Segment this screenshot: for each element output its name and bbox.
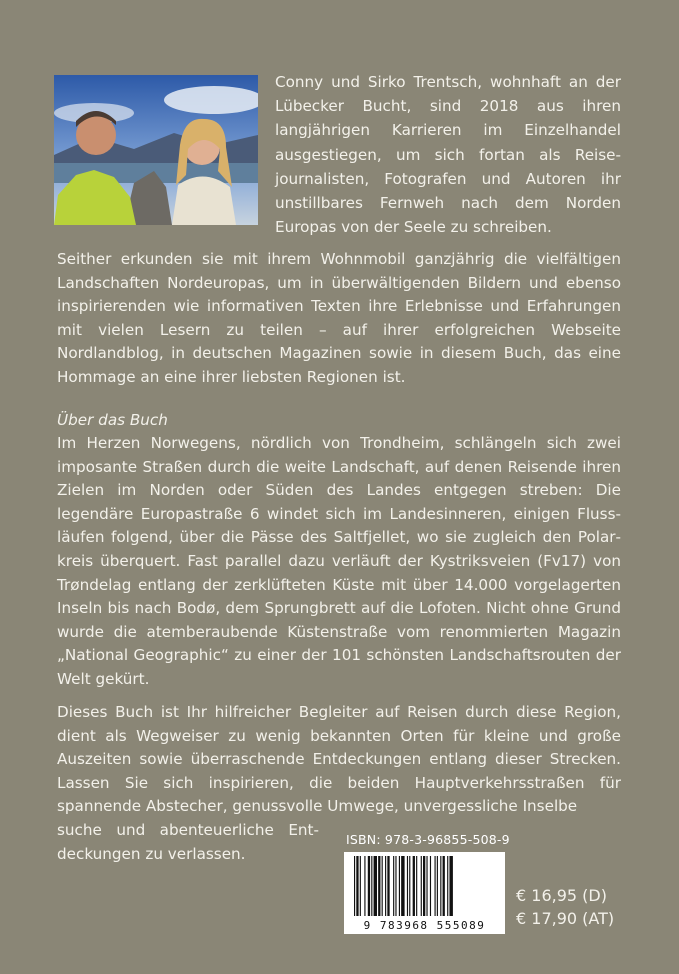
barcode-bar [443, 856, 445, 916]
book-purpose-paragraph-end: suche und abenteuerliche Entdeckungen zu verlassen. [57, 821, 319, 863]
author-bio: Conny und Sirko Trentsch, wohnhaft an der Lübecker Bucht, sind 2018 aus ihren langjährigen Karrieren im Einzelhandel ausgestiegen, um sich fortan als Reisejournalisten, Fotografen und Autoren ihr unstillbares Fernweh nach dem Norden Europas von der Seele zu schreiben. [275, 73, 621, 237]
barcode-bar [399, 856, 400, 916]
barcode-bar [407, 856, 408, 916]
isbn-label: ISBN: 978-3-96855-508-9 [346, 832, 510, 847]
barcode-bar [393, 856, 394, 916]
barcode-bar [382, 856, 383, 916]
barcode-bar [440, 856, 441, 916]
author-activities-paragraph: Seither erkunden sie mit ihrem Wohnmobil ganzjährig die vielfältigen Landschaften Nordeuropas, um in überwältigenden Bildern und ebenso inspirierenden wie informativen Texten ihre Erlebnisse und Erfahrungen mit vielen Lesern zu teilen – auf ihrer erfolgreichen Webseite Nordlandblog, in deutschen Magazinen sowie in diesem Buch, das eine Hommage an eine ihrer liebsten Regionen ist. [57, 250, 621, 386]
barcode-bar [387, 856, 389, 916]
barcode-bar [378, 856, 380, 916]
barcode-bar [409, 856, 410, 916]
barcode-bar [447, 856, 448, 916]
barcode-bar [430, 856, 431, 916]
barcode-bar [437, 856, 438, 916]
barcode-bar [364, 856, 365, 916]
barcode-bar [435, 856, 436, 916]
price-germany: € 16,95 (D) [516, 886, 607, 905]
about-book-heading: Über das Buch [57, 411, 168, 429]
barcode-digits: 9 783968 555089 [363, 919, 486, 932]
barcode-bar [395, 856, 396, 916]
barcode-bar [449, 856, 452, 916]
barcode-bar [371, 856, 372, 916]
barcode-bar [360, 856, 361, 916]
barcode-bar [385, 856, 386, 916]
barcode-bar [421, 856, 422, 916]
barcode-bar [401, 856, 404, 916]
author-photo [54, 75, 258, 225]
about-book-paragraph: Im Herzen Norwegens, nördlich von Trondheim, schlängeln sich zwei imposante Straßen durch die weite Landschaft, auf denen Reisende ihren Zielen im Norden oder Süden des Landes entgegen streben: Die legendäre Europastraße 6 windet sich im Landesinneren, einigen Flussläufen folgend, über die Pässe des Saltfjellet, wo sie zugleich den Polarkreis überquert. Fast parallel dazu verläuft der Kystriksveien (Fv17) von Trøndelag entlang der zerklüfteten Küste mit über 14.000 vorgelagerten Inseln bis nach Bodø, dem Sprungbrett auf die Lofoten. Nicht ohne Grund wurde die atemberaubende Küstenstraße vom renommierten Magazin „National Geographic“ zu einer der 101 schönsten Landschaftsrouten der Welt gekürt. [57, 434, 621, 688]
price-austria: € 17,90 (AT) [516, 909, 615, 928]
barcode-bar [416, 856, 417, 916]
barcode [344, 852, 505, 934]
barcode-bar [374, 856, 377, 916]
barcode-bar [356, 856, 358, 916]
barcode-bar [426, 856, 427, 916]
barcode-bar [368, 856, 370, 916]
barcode-bar [413, 856, 415, 916]
barcode-bar [354, 856, 355, 916]
barcode-bar [423, 856, 425, 916]
book-purpose-paragraph: Dieses Buch ist Ihr hilfreicher Begleiter auf Reisen durch diese Region, dient als Wegweiser zu wenig bekannten Orten für kleine und große Auszeiten sowie überraschende Entdeckungen entlang dieser Strecken. Lassen Sie sich inspirieren, die beiden Hauptverkehrsstraßen für spannende Abstecher, genussvolle Umwege, unvergessliche Inselbe [57, 703, 621, 816]
